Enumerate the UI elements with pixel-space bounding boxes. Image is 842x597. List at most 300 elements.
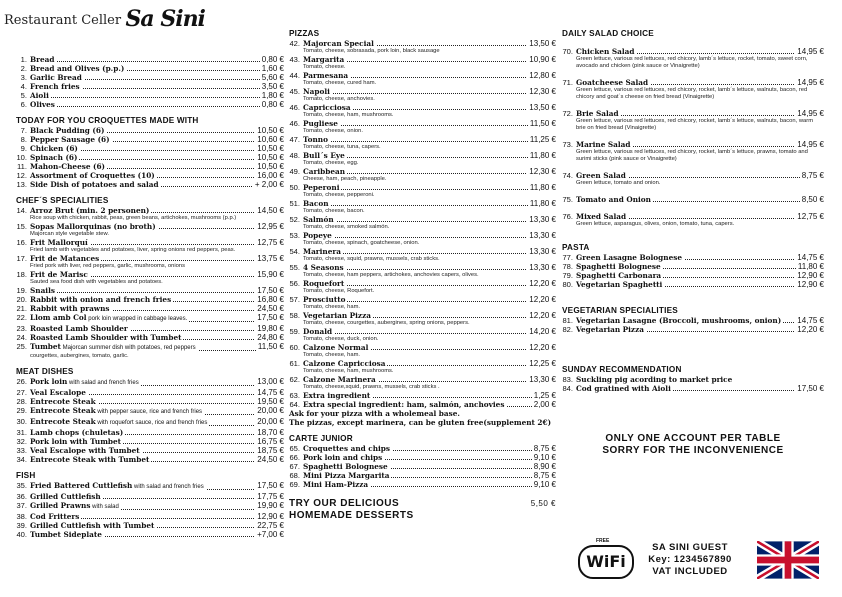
menu-item-name: Roasted Lamb Shoulder xyxy=(30,324,128,333)
menu-item xyxy=(16,437,284,446)
menu-item-name: Cod gratined with Aioli xyxy=(576,384,671,393)
menu-item-name: Black Pudding (6) xyxy=(30,126,105,135)
menu-item-name: Calzone Normal xyxy=(303,343,369,352)
wifi-free-label: FREE xyxy=(596,538,610,544)
menu-item-name: Frit de Marisc xyxy=(30,270,88,279)
menu-item-label xyxy=(562,47,636,56)
menu-item xyxy=(289,444,556,453)
menu-item-number: 15. xyxy=(16,222,27,231)
menu-item-number: 22. xyxy=(16,313,27,322)
menu-item-label xyxy=(289,453,384,462)
menu-item-number: 66. xyxy=(289,453,300,462)
menu-item-description: Tomato, cheese, ham peppers, artichokes, anchovies capers, olives. xyxy=(303,272,479,278)
menu-item xyxy=(16,492,284,501)
menu-item-price: 14,75 € xyxy=(257,388,284,397)
menu-item-detail: pork loin wrapped in cabbage leaves. xyxy=(86,316,188,322)
menu-item xyxy=(289,55,556,64)
menu-item xyxy=(289,87,556,96)
menu-item-name: Extra ingredient xyxy=(303,391,371,400)
menu-item xyxy=(562,316,824,325)
menu-item-number: 3. xyxy=(20,73,27,82)
menu-item-price: 12,30 € xyxy=(529,87,556,96)
menu-item-number: 47. xyxy=(289,135,300,144)
menu-item xyxy=(16,313,284,324)
menu-item-price: 24,80 € xyxy=(257,333,284,342)
menu-item-description: Tomato, cheese,squid, prawns, mussels, crab sticks . xyxy=(303,384,440,390)
menu-item-description: Rice soup with chicken, rabbit, peas, green beans, artichokes, mushrooms (p.p.) xyxy=(30,215,237,221)
menu-item-price: 10,50 € xyxy=(257,126,284,135)
menu-item xyxy=(16,304,284,313)
menu-item-number: 79. xyxy=(562,271,573,280)
menu-item-detail: Majorcan summer dish with potatoes, red peppers xyxy=(60,345,196,351)
menu-item xyxy=(16,126,284,135)
menu-item-name: Bull´s Eye xyxy=(303,151,345,160)
section-heading: PIZZAS xyxy=(289,29,320,38)
menu-item xyxy=(289,71,556,80)
menu-item-name: Grilled Cuttlefish xyxy=(30,492,101,501)
menu-item-description: Tomato, cheese, squid, prawns, mussels, crab sticks. xyxy=(303,256,440,262)
menu-item-label xyxy=(562,316,783,325)
menu-item-number: 77. xyxy=(562,253,573,262)
menu-item-label xyxy=(289,231,334,240)
menu-item-number: 55. xyxy=(289,263,300,272)
menu-item-name: Frit de Matances xyxy=(30,254,100,263)
menu-item-price: 11,50 € xyxy=(529,119,556,128)
menu-item-price: 19,80 € xyxy=(257,324,284,333)
menu-item-name: Green Salad xyxy=(576,171,626,180)
menu-item-description: Fried lamb with vegetables and potatoes, liver, spring onions red peppers, peas. xyxy=(30,247,236,253)
menu-item-description: Cheese, ham, peach, pineapple. xyxy=(303,176,387,182)
menu-item-number: 53. xyxy=(289,231,300,240)
menu-item-label xyxy=(289,263,346,272)
menu-item-label xyxy=(16,206,151,215)
menu-item-label xyxy=(16,295,173,304)
menu-item-label xyxy=(289,391,372,400)
menu-item-number: 59. xyxy=(289,327,300,336)
menu-item-number: 30. xyxy=(16,417,27,426)
menu-item-label xyxy=(16,135,112,144)
menu-item-label xyxy=(16,521,156,530)
menu-item-label xyxy=(16,417,209,426)
menu-item xyxy=(289,400,556,409)
pizza-note: Ask for your pizza with a wholemeal base. xyxy=(289,409,460,418)
menu-item-description: Green lettuce, various red lettuces, red chicory, rocket, lamb´s lettuce, walnuts, bacon, red chicory and goat´s cheese on fried bread (Vinaigrette) xyxy=(576,87,808,100)
menu-item xyxy=(289,279,556,288)
menu-item-name: Cod Fritters xyxy=(30,512,80,521)
menu-item-price: 10,50 € xyxy=(257,162,284,171)
menu-column-2 xyxy=(289,0,556,522)
menu-item-number: 36. xyxy=(16,492,27,501)
menu-item-description: Tomato, cheese, ham. xyxy=(303,352,361,358)
menu-item-price: 12,95 € xyxy=(257,222,284,231)
menu-item xyxy=(562,47,824,56)
menu-item-price: 18,75 € xyxy=(257,446,284,455)
menu-item-price: 2,00 € xyxy=(533,400,556,409)
menu-item-price: 13,75 € xyxy=(257,254,284,263)
menu-item-label xyxy=(562,171,628,180)
menu-item-price: 16,80 € xyxy=(257,295,284,304)
menu-item-price: 11,80 € xyxy=(529,199,556,208)
menu-item-number: 5. xyxy=(20,91,27,100)
promo-text: HOMEMADE DESSERTS xyxy=(289,510,414,521)
menu-item-name: 4 Seasons xyxy=(303,263,344,272)
menu-item-detail: with roquefort sauce, rice and french fries xyxy=(95,420,208,426)
menu-item-name: Mixed Salad xyxy=(576,212,627,221)
menu-item-name: Salmón xyxy=(303,215,334,224)
menu-column-1 xyxy=(16,0,284,539)
menu-item-label xyxy=(16,126,106,135)
menu-item-name: Spinach (6) xyxy=(30,153,78,162)
menu-item-number: 52. xyxy=(289,215,300,224)
menu-item-name: Lamb chops (chuletas) xyxy=(30,428,124,437)
menu-item-price: 12,75 € xyxy=(257,238,284,247)
menu-item-label xyxy=(16,481,206,490)
menu-item-price: 12,90 € xyxy=(797,280,824,289)
menu-item-price: 13,50 € xyxy=(529,103,556,112)
menu-item-number: 78. xyxy=(562,262,573,271)
menu-item-price: 8,75 € xyxy=(533,444,556,453)
menu-item-label xyxy=(16,428,125,437)
menu-item-price: 12,25 € xyxy=(529,359,556,368)
menu-item-name: Pugliese xyxy=(303,119,338,128)
menu-item-name: Brie Salad xyxy=(576,109,619,118)
menu-item-name: Mini Pizza Margarita xyxy=(303,471,390,480)
menu-item-name: Bacon xyxy=(303,199,329,208)
menu-item-label xyxy=(16,512,81,521)
menu-item-number: 82. xyxy=(562,325,573,334)
menu-item-name: Vegetarian Pizza xyxy=(576,325,644,334)
menu-item xyxy=(289,103,556,112)
menu-item-price: 14,95 € xyxy=(797,78,824,87)
menu-item-number: 58. xyxy=(289,311,300,320)
menu-item-number: 20. xyxy=(16,295,27,304)
menu-item xyxy=(16,333,284,342)
menu-item-name: Rabbit with prawns xyxy=(30,304,110,313)
menu-item-name: Extra special ingredient: ham, salmón, anchovies xyxy=(303,400,505,409)
guest-network-name: SA SINI GUEST xyxy=(652,542,728,553)
menu-item xyxy=(289,167,556,176)
promo-line xyxy=(562,433,824,445)
menu-item-label xyxy=(289,167,347,176)
menu-item-name: Chicken (6) xyxy=(30,144,78,153)
menu-item-label xyxy=(289,295,347,304)
menu-item-description: Tomato, cheese, smoked salmón. xyxy=(303,224,390,230)
menu-item-number: 56. xyxy=(289,279,300,288)
menu-item-price: 20,00 € xyxy=(257,417,284,426)
menu-item-label xyxy=(16,313,189,322)
menu-item-price: 14,75 € xyxy=(797,316,824,325)
menu-item-number: 18. xyxy=(16,270,27,279)
section-heading: DAILY SALAD CHOICE xyxy=(562,29,654,38)
menu-item-label xyxy=(289,327,334,336)
menu-item xyxy=(562,212,824,221)
menu-item-number: 12. xyxy=(16,171,27,180)
menu-item-label xyxy=(289,480,370,489)
menu-item-label xyxy=(16,501,121,510)
menu-item-price: 12,30 € xyxy=(529,167,556,176)
menu-item xyxy=(16,91,284,100)
menu-item-label xyxy=(16,55,57,64)
menu-item-number: 81. xyxy=(562,316,573,325)
menu-item-number: 26. xyxy=(16,377,27,386)
menu-item-number: 11. xyxy=(17,162,27,171)
menu-item xyxy=(289,375,556,384)
menu-item-price: 16,75 € xyxy=(257,437,284,446)
menu-item-label xyxy=(16,153,79,162)
menu-item-label xyxy=(16,406,204,415)
menu-item-number: 49. xyxy=(289,167,300,176)
menu-item-label xyxy=(16,397,98,406)
menu-item-detail: with salad and french fries xyxy=(67,380,139,386)
menu-item xyxy=(16,342,284,353)
menu-item-price: 11,80 € xyxy=(529,183,556,192)
union-jack-flag-icon xyxy=(757,541,819,579)
menu-item xyxy=(16,417,284,428)
menu-item-label xyxy=(289,39,376,48)
menu-item-description: Tomato, cheese, Roquefort. xyxy=(303,288,375,294)
menu-item-price: 12,20 € xyxy=(529,311,556,320)
menu-item-label xyxy=(16,530,104,539)
menu-item-label xyxy=(289,103,353,112)
menu-item-price: 11,80 € xyxy=(529,151,556,160)
menu-item-description: Tomato, cheese, cured ham. xyxy=(303,80,377,86)
menu-column-3 xyxy=(562,0,824,457)
menu-item-number: 33. xyxy=(16,446,27,455)
menu-item-label xyxy=(16,100,57,109)
menu-item-name: Llom amb Col xyxy=(30,313,87,322)
menu-item-label xyxy=(16,254,101,263)
menu-item-description: Tomato, cheese, tuna, capers. xyxy=(303,144,381,150)
menu-item-number: 76. xyxy=(562,212,573,221)
menu-item-name: Garlic Bread xyxy=(30,73,82,82)
menu-item xyxy=(16,455,284,464)
menu-item xyxy=(289,462,556,471)
menu-item-label xyxy=(289,343,370,352)
menu-item-number: 65. xyxy=(289,444,300,453)
menu-item-name: Tomato and Onion xyxy=(576,195,651,204)
menu-item xyxy=(289,327,556,336)
menu-item xyxy=(562,171,824,180)
menu-item-label xyxy=(16,91,51,100)
menu-item-price: 10,90 € xyxy=(529,55,556,64)
menu-item-price: +7,00 € xyxy=(257,530,284,539)
menu-item-number: 80. xyxy=(562,280,573,289)
menu-item-number: 72. xyxy=(562,109,573,118)
menu-item-number: 38. xyxy=(16,512,27,521)
menu-item-label xyxy=(289,444,392,453)
menu-item-number: 73. xyxy=(562,140,573,149)
menu-item-name: Mahon-Cheese (6) xyxy=(30,162,105,171)
menu-item-price: 11,80 € xyxy=(797,262,824,271)
menu-item-name: Entrecote Steak xyxy=(30,406,96,415)
menu-item-name: Margarita xyxy=(303,55,345,64)
menu-item-number: 25. xyxy=(16,342,27,351)
menu-item-name: Entrecote Steak xyxy=(30,397,96,406)
menu-item xyxy=(562,195,824,204)
vat-note: VAT INCLUDED xyxy=(652,566,728,577)
menu-item-name: Suckling pig acording to market price xyxy=(576,375,733,384)
menu-item-price: 12,20 € xyxy=(529,343,556,352)
menu-item-number: 62. xyxy=(289,375,300,384)
menu-item xyxy=(562,140,824,149)
menu-item-price: 8,75 € xyxy=(801,171,824,180)
menu-item-label xyxy=(562,375,734,384)
menu-item xyxy=(289,199,556,208)
guest-wifi-info xyxy=(644,542,736,578)
wifi-icon: WiFi xyxy=(586,552,626,571)
menu-item-price: 10,60 € xyxy=(257,135,284,144)
menu-item-price: 12,20 € xyxy=(797,325,824,334)
menu-item-label xyxy=(16,286,57,295)
menu-item-label xyxy=(16,492,103,501)
menu-item-number: 70. xyxy=(562,47,573,56)
menu-item-name: Grilled Cuttlefish with Tumbet xyxy=(30,521,155,530)
leader-dots xyxy=(16,97,284,98)
menu-item-label xyxy=(16,82,82,91)
menu-item-description: Sauted sea food dish with vegetables and potatoes. xyxy=(30,279,163,285)
menu-item-number: 31. xyxy=(16,428,27,437)
menu-item xyxy=(289,119,556,128)
menu-item-name: Roquefort xyxy=(303,279,345,288)
section-heading: TODAY FOR YOU CROQUETTES MADE WITH xyxy=(16,116,199,125)
menu-item-price: 14,75 € xyxy=(797,253,824,262)
menu-item-label xyxy=(16,171,157,180)
menu-item-name: Croquettes and chips xyxy=(303,444,391,453)
guest-key: Key: 1234567890 xyxy=(648,554,732,565)
menu-item-description: Green lettuce, tomato and onion. xyxy=(576,180,661,186)
menu-item-price: 1,60 € xyxy=(261,64,284,73)
menu-item xyxy=(289,151,556,160)
menu-item-description: Tomato, cheese, sobrasada, pork loin, black sausage xyxy=(303,48,440,54)
menu-item-number: 23. xyxy=(16,324,27,333)
menu-item-name: Green Lasagne Bolognese xyxy=(576,253,682,262)
menu-item-name: Bread xyxy=(30,55,55,64)
menu-item-number: 29. xyxy=(16,406,27,415)
menu-item xyxy=(16,270,284,279)
menu-item xyxy=(289,391,556,400)
promo-price: 5,50 € xyxy=(530,499,556,508)
menu-item-label xyxy=(16,180,161,189)
menu-item-label xyxy=(16,238,90,247)
menu-item-description: Tomato, cheese, anchovies. xyxy=(303,96,375,102)
menu-item-detail: with salad xyxy=(90,504,119,510)
menu-item-number: 17. xyxy=(16,254,27,263)
menu-item-number: 46. xyxy=(289,103,300,112)
menu-item-name: Pepper Sausage (6) xyxy=(30,135,110,144)
section-heading: CHEF´S SPECIALITIES xyxy=(16,196,109,205)
menu-item xyxy=(16,144,284,153)
menu-item-price: 14,50 € xyxy=(257,206,284,215)
menu-item-name: Aioli xyxy=(30,91,49,100)
menu-item-price: 12,20 € xyxy=(529,279,556,288)
menu-item-number: 1. xyxy=(20,55,27,64)
menu-item xyxy=(562,109,824,118)
menu-item-name: Veal Escalope xyxy=(30,388,86,397)
menu-item-name: Calzone Capricciosa xyxy=(303,359,386,368)
menu-item-label xyxy=(16,270,90,279)
menu-item-label xyxy=(289,359,387,368)
menu-item-number: 34. xyxy=(16,455,27,464)
menu-item-label xyxy=(16,388,88,397)
menu-item-number: 71. xyxy=(562,78,573,87)
menu-item-label xyxy=(289,135,330,144)
menu-item-number: 24. xyxy=(16,333,27,342)
menu-item-price: 8,90 € xyxy=(533,462,556,471)
section-heading: CARTE JUNIOR xyxy=(289,434,353,443)
section-heading: MEAT DISHES xyxy=(16,367,74,376)
menu-item-name: Donald xyxy=(303,327,333,336)
menu-item-label xyxy=(562,78,650,87)
menu-item-name: Entrecote Steak xyxy=(30,417,96,426)
menu-item xyxy=(16,100,284,109)
menu-item xyxy=(16,162,284,171)
menu-item-name: Vegetarian Lasagne (Broccoli, mushrooms, onion) xyxy=(576,316,782,325)
menu-item-label xyxy=(16,437,123,446)
menu-item-price: 17,50 € xyxy=(797,384,824,393)
menu-item-number: 16. xyxy=(16,238,27,247)
logo-brand: Sa Sini xyxy=(125,6,205,32)
menu-item-number: 54. xyxy=(289,247,300,256)
menu-item xyxy=(562,271,824,280)
menu-item-number: 63. xyxy=(289,391,300,400)
promo-text: ONLY ONE ACCOUNT PER TABLE xyxy=(605,433,781,444)
menu-item-label xyxy=(289,151,347,160)
menu-item xyxy=(16,428,284,437)
menu-item xyxy=(16,324,284,333)
menu-item-label xyxy=(562,212,628,221)
menu-item-description: courgettes, aubergines, tomato, garlic. xyxy=(30,353,129,359)
menu-item xyxy=(16,222,284,231)
menu-item-name: Bread and Olives (p.p.) xyxy=(30,64,125,73)
menu-item-label xyxy=(16,73,84,82)
menu-item xyxy=(16,153,284,162)
menu-item-price: 12,90 € xyxy=(797,271,824,280)
menu-item-price: 1,80 € xyxy=(261,91,284,100)
menu-item-name: Roasted Lamb Shoulder with Tumbet xyxy=(30,333,182,342)
menu-item-price: 22,75 € xyxy=(257,521,284,530)
menu-item-number: 84. xyxy=(562,384,573,393)
menu-item-price: 13,30 € xyxy=(529,375,556,384)
section-heading: PASTA xyxy=(562,243,590,252)
menu-item-number: 27. xyxy=(16,388,27,397)
menu-item-name: Sopas Mallorquinas (no broth) xyxy=(30,222,156,231)
menu-item-number: 75. xyxy=(562,195,573,204)
menu-item xyxy=(562,280,824,289)
menu-item xyxy=(289,311,556,320)
menu-item xyxy=(562,375,824,384)
menu-item-name: Pork loin and chips xyxy=(303,453,383,462)
menu-item-description: Tomato, cheese. xyxy=(303,64,346,70)
menu-item xyxy=(289,480,556,489)
menu-item xyxy=(16,397,284,406)
menu-item-description: Tomato, cheese, bacon. xyxy=(303,208,365,214)
menu-item xyxy=(289,359,556,368)
menu-item-label xyxy=(16,455,151,464)
menu-item-number: 13. xyxy=(16,180,27,189)
menu-item-price: 11,50 € xyxy=(257,342,284,351)
menu-item-price: 1,25 € xyxy=(533,391,556,400)
menu-item-name: Prosciutto xyxy=(303,295,346,304)
menu-item-label xyxy=(16,222,158,231)
menu-item-number: 44. xyxy=(289,71,300,80)
menu-item xyxy=(289,135,556,144)
menu-item-description: Tomato, cheese, onion. xyxy=(303,128,363,134)
promo-line xyxy=(562,445,824,457)
menu-item xyxy=(16,73,284,82)
menu-item-price: 20,00 € xyxy=(257,406,284,415)
menu-item-label xyxy=(289,119,340,128)
menu-item-name: Spaghetti Bolognese xyxy=(303,462,388,471)
